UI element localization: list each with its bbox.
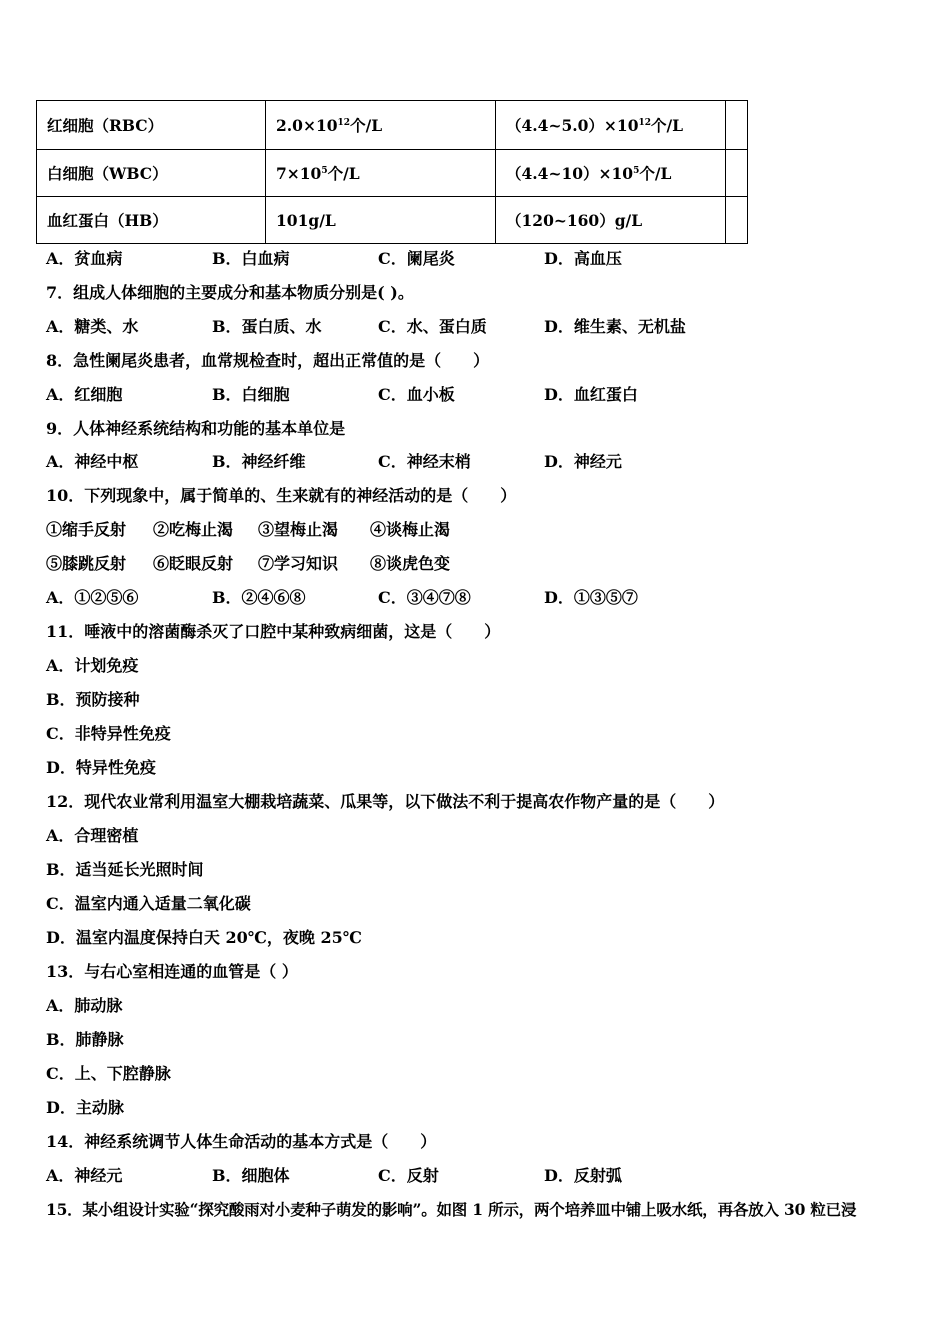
q14-option-c[interactable]: C．反射 bbox=[378, 1166, 439, 1185]
q8-option-c[interactable]: C．血小板 bbox=[378, 385, 455, 404]
q7-stem: 7．组成人体细胞的主要成分和基本物质分别是( )。 bbox=[46, 283, 414, 302]
q6-option-c[interactable]: C．阑尾炎 bbox=[378, 249, 455, 268]
item-name: 白细胞（WBC） bbox=[37, 150, 266, 197]
q13-option-d[interactable]: D．主动脉 bbox=[46, 1098, 124, 1117]
q7-option-a[interactable]: A．糖类、水 bbox=[46, 317, 139, 336]
table-row bbox=[37, 101, 748, 150]
q9-option-b[interactable]: B．神经纤维 bbox=[212, 452, 306, 471]
normal-range: （120~160）g/L bbox=[496, 197, 726, 244]
item-name: 红细胞（RBC） bbox=[37, 101, 266, 150]
q10-item: ⑥眨眼反射 bbox=[153, 554, 234, 573]
q7-option-b[interactable]: B．蛋白质、水 bbox=[212, 317, 322, 336]
table-row bbox=[37, 150, 748, 197]
q9-option-c[interactable]: C．神经末梢 bbox=[378, 452, 471, 471]
measured-value: $2.0\times 10^{12}$个/L bbox=[266, 101, 496, 150]
q11-option-c[interactable]: C．非特异性免疫 bbox=[46, 724, 171, 743]
q8-option-b[interactable]: B．白细胞 bbox=[212, 385, 290, 404]
q11-option-b[interactable]: B．预防接种 bbox=[46, 690, 140, 709]
q13-option-c[interactable]: C．上、下腔静脉 bbox=[46, 1064, 171, 1083]
q14-option-a[interactable]: A．神经元 bbox=[46, 1166, 123, 1185]
measured-value: 101g/L bbox=[266, 197, 496, 244]
empty-cell bbox=[726, 101, 748, 150]
q8-option-a[interactable]: A．红细胞 bbox=[46, 385, 123, 404]
q6-option-d[interactable]: D．高血压 bbox=[544, 249, 622, 268]
q13-option-b[interactable]: B．肺静脉 bbox=[46, 1030, 124, 1049]
q12-option-c[interactable]: C．温室内通入适量二氧化碳 bbox=[46, 894, 251, 913]
q10-item: ②吃梅止渴 bbox=[153, 520, 234, 539]
q11-option-a[interactable]: A．计划免疫 bbox=[46, 656, 139, 675]
measured-value: $7\times 10^5$个/L bbox=[266, 150, 496, 197]
item-name: 血红蛋白（HB） bbox=[37, 197, 266, 244]
q15-stem: 15．某小组设计实验“探究酸雨对小麦种子萌发的影响”。如图 1 所示，两个培养皿中铺上吸水纸，再各放入 30 粒已浸 bbox=[46, 1200, 857, 1219]
q10-items-row2 bbox=[46, 554, 450, 574]
q6-option-a[interactable]: A．贫血病 bbox=[46, 249, 123, 268]
q9-option-d[interactable]: D．神经元 bbox=[544, 452, 622, 471]
table-row bbox=[37, 197, 748, 244]
q14-option-b[interactable]: B．细胞体 bbox=[212, 1166, 290, 1185]
q14-options bbox=[46, 1166, 622, 1186]
q7-option-c[interactable]: C．水、蛋白质 bbox=[378, 317, 487, 336]
q9-option-a[interactable]: A．神经中枢 bbox=[46, 452, 139, 471]
normal-range: $(4.4\sim 5.0)\times 10^{12}$个/L bbox=[496, 101, 726, 150]
q14-option-d[interactable]: D．反射弧 bbox=[544, 1166, 622, 1185]
q11-option-d[interactable]: D．特异性免疫 bbox=[46, 758, 156, 777]
q9-stem: 9．人体神经系统结构和功能的基本单位是 bbox=[46, 419, 346, 438]
q10-stem: 10．下列现象中，属于简单的、生来就有的神经活动的是（ ） bbox=[46, 486, 517, 505]
q12-option-b[interactable]: B．适当延长光照时间 bbox=[46, 860, 204, 879]
q10-item: ③望梅止渴 bbox=[258, 520, 339, 539]
q8-stem: 8．急性阑尾炎患者，血常规检查时，超出正常值的是（ ） bbox=[46, 351, 490, 370]
q10-option-a[interactable]: A．①②⑤⑥ bbox=[46, 588, 139, 607]
q12-option-a[interactable]: A．合理密植 bbox=[46, 826, 139, 845]
q10-option-c[interactable]: C．③④⑦⑧ bbox=[378, 588, 471, 607]
q8-option-d[interactable]: D．血红蛋白 bbox=[544, 385, 638, 404]
q6-option-b[interactable]: B．白血病 bbox=[212, 249, 290, 268]
q10-item: ⑧谈虎色变 bbox=[370, 554, 451, 573]
q10-option-d[interactable]: D．①③⑤⑦ bbox=[544, 588, 638, 607]
blood-test-table bbox=[36, 100, 748, 244]
q13-stem: 13．与右心室相连通的血管是（ ） bbox=[46, 962, 298, 981]
q11-stem: 11．唾液中的溶菌酶杀灭了口腔中某种致病细菌，这是（ ） bbox=[46, 622, 501, 641]
q6-options bbox=[46, 249, 622, 269]
empty-cell bbox=[726, 197, 748, 244]
q10-item: ④谈梅止渴 bbox=[370, 520, 451, 539]
q12-stem: 12．现代农业常利用温室大棚栽培蔬菜、瓜果等，以下做法不利于提高农作物产量的是（ ） bbox=[46, 792, 725, 811]
q14-stem: 14．神经系统调节人体生命活动的基本方式是（ ） bbox=[46, 1132, 437, 1151]
q10-options bbox=[46, 588, 638, 608]
normal-range: $(4.4\sim 10)\times 10^5$个/L bbox=[496, 150, 726, 197]
q8-options bbox=[46, 385, 638, 405]
q13-option-a[interactable]: A．肺动脉 bbox=[46, 996, 123, 1015]
q10-item: ⑦学习知识 bbox=[258, 554, 339, 573]
q10-item: ①缩手反射 bbox=[46, 520, 127, 539]
q10-items-row1 bbox=[46, 520, 450, 540]
q9-options bbox=[46, 452, 622, 472]
q7-option-d[interactable]: D．维生素、无机盐 bbox=[544, 317, 686, 336]
q7-options bbox=[46, 317, 686, 337]
q12-option-d[interactable]: D．温室内温度保持白天 20℃，夜晚 25℃ bbox=[46, 928, 362, 947]
empty-cell bbox=[726, 150, 748, 197]
q10-option-b[interactable]: B．②④⑥⑧ bbox=[212, 588, 306, 607]
q10-item: ⑤膝跳反射 bbox=[46, 554, 127, 573]
